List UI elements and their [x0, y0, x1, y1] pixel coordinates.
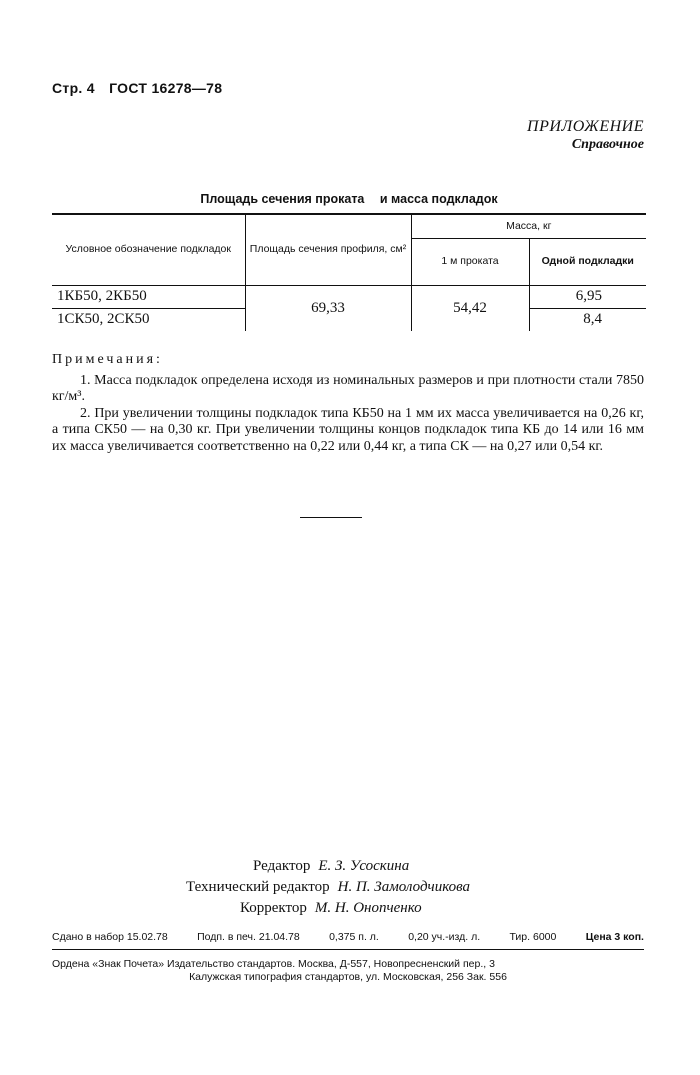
standard-number: ГОСТ 16278—78 — [109, 80, 223, 96]
corrector-role: Корректор — [240, 900, 307, 916]
signed-date: Подп. в печ. 21.04.78 — [197, 931, 300, 943]
row-designation: 1СК50, 2СК50 — [57, 311, 150, 327]
appendix-subtitle: Справочное — [571, 137, 644, 152]
editor-name: Е. З. Усоскина — [318, 858, 410, 874]
page-header — [52, 80, 222, 96]
note-item: 1. Масса подкладок определена исходя из номинальных размеров и при плотности стали 7850 кг/м³. — [52, 372, 644, 404]
separator-rule — [300, 517, 362, 518]
tech-editor-role: Технический редактор — [186, 879, 330, 895]
table-row — [52, 285, 646, 308]
imprint — [52, 931, 644, 983]
table-title-part1: Площадь сечения проката — [200, 192, 365, 206]
table-title — [52, 192, 646, 206]
corrector-line — [240, 898, 422, 919]
note-item: 2. При увеличении толщины подкладок типа КБ50 на 1 мм их масса увеличивается на 0,26 кг, а типа СК50 — на 0,30 кг. При увеличении толщины концов подкладок типа КБ до 14 или 16 мм их масса увеличивается соответственно на 0,22 или 0,44 кг, а типа СК — на 0,27 или 0,54 кг. — [52, 405, 644, 454]
cell-mass-per-meter: 54,42 — [411, 285, 529, 331]
table-title-part2: и масса подкладок — [379, 192, 498, 206]
cell-area: 69,33 — [245, 285, 411, 331]
header-mass-per-plate: Одной подкладки — [529, 238, 646, 285]
appendix-title: ПРИЛОЖЕНИЕ — [527, 118, 644, 135]
page-number: Стр. 4 — [52, 80, 95, 96]
editor-role: Редактор — [253, 858, 311, 874]
print-run: Тир. 6000 — [509, 931, 557, 943]
publisher-text: Ордена «Знак Почета» Издательство стандартов. Москва, Д-557, Новопресненский пер., 3 — [52, 958, 495, 970]
printer-line: Калужская типография стандартов, ул. Московская, 256 Зак. 556 — [189, 971, 507, 983]
publisher-sheets: 0,20 уч.-изд. л. — [408, 931, 481, 943]
publisher-line — [52, 958, 644, 970]
row-designation: 1КБ50, 2КБ50 — [52, 285, 245, 308]
notes-section — [52, 352, 644, 455]
appendix-label — [527, 118, 644, 153]
tech-editor-name: Н. П. Замолодчикова — [337, 879, 471, 895]
header-area: Площадь сечения профиля, см² — [245, 214, 411, 285]
header-designation: Условное обозначение подкладок — [52, 214, 245, 285]
header-mass-group: Масса, кг — [411, 214, 646, 238]
row-plate-mass: 6,95 — [529, 285, 646, 308]
submitted-date: Сдано в набор 15.02.78 — [52, 931, 168, 943]
row-plate-mass: 8,4 — [529, 308, 646, 331]
corrector-name: М. Н. Онопченко — [314, 900, 422, 916]
header-mass-per-meter: 1 м проката — [411, 238, 529, 285]
imprint-print-data — [52, 931, 644, 950]
editor-line — [253, 856, 409, 877]
tech-editor-line — [186, 877, 470, 898]
print-sheets: 0,375 п. л. — [329, 931, 379, 943]
price: Цена 3 коп. — [585, 931, 644, 943]
data-table — [52, 213, 646, 331]
notes-heading: Примечания: — [52, 352, 163, 367]
